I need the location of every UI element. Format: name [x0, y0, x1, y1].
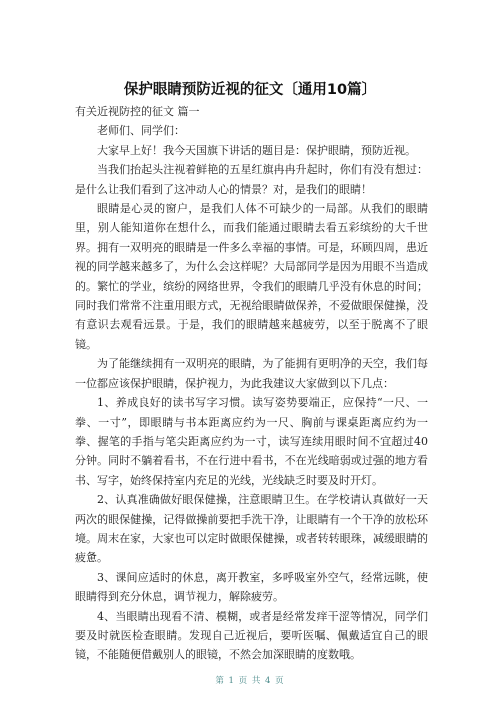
page-number-label: 第 1 页 共 4 页 [215, 676, 285, 686]
paragraph-tip-2: 2、认真准确做好眼保健操，注意眼睛卫生。在学校请认真做好一天两次的眼保健操，记得做操前要把手洗干净，让眼睛有一个干净的放松环境。周末在家，大家也可以定时做眼保健操，或者转转眼珠，减缓眼睛的疲惫。 [75, 493, 428, 565]
paragraph: 为了能继续拥有一双明亮的眼睛，为了能拥有更明净的天空，我们每一位都应该保护眼睛，保护视力，为此我建议大家做到以下几点： [75, 357, 428, 390]
paragraph: 眼睛是心灵的窗户，是我们人体不可缺少的一局部。从我们的眼睛里，别人能知道你在想什么，而我们能通过眼睛去看五彩缤纷的大千世界。拥有一双明亮的眼睛是一件多么幸福的事情。可是，环顾四周，患近视的同学越来越多了，为什么会这样呢？大局部同学是因为用眼不当造成的。繁忙的学业，缤纷的网络世界，令我们的眼睛几乎没有休息的时间；同时我们常常不注重用眼方式，无视给眼睛做保养，不爱做眼保健操，没有意识去观看远景。于是，我们的眼睛越来越疲劳，以至于脱离不了眼镜。 [75, 202, 428, 351]
document-body [75, 102, 428, 665]
paragraph-tip-4: 4、当眼睛出现看不清、模糊，或者是经常发痒干涩等情况，同学们要及时就医检查眼睛。发现自己近视后，要听医嘱、佩戴适宜自己的眼镜，不能随便借戴别人的眼镜，不然会加深眼睛的度数哦。 [75, 609, 428, 662]
document-title: 保护眼睛预防近视的征文〔通用10篇〕 [123, 82, 377, 98]
paragraph: 大家早上好！我今天国旗下讲话的题目是：保护眼睛，预防近视。 [97, 143, 416, 157]
section-heading: 有关近视防控的征文 篇一 [75, 105, 200, 118]
paragraph-greeting: 老师们、同学们： [97, 124, 185, 138]
paragraph-tip-1: 1、养成良好的读书写字习惯。读写姿势要端正，应保持“一尺、一拳、一寸”，即眼睛与书本距离应约为一尺、胸前与课桌距离应约为一拳、握笔的手指与笔尖距离应约为一寸，读写连续用眼时间不宜超过40分钟。同时不躺着看书，不在行进中看书，不在光线暗弱或过强的地方看书、写字，始终保持室内充足的光线，光线缺乏时要及时开灯。 [75, 396, 428, 487]
paragraph: 当我们抬起头注视着鲜艳的五星红旗冉冉升起时，你们有没有想过：是什么让我们看到了这冲动人心的情景？对，是我们的眼睛！ [75, 163, 428, 196]
page-footer [0, 674, 500, 686]
paragraph-tip-3: 3、课间应适时的休息，离开教室，多呼吸室外空气，经常远眺，使眼睛得到充分休息，调节视力，解除疲劳。 [75, 570, 428, 604]
